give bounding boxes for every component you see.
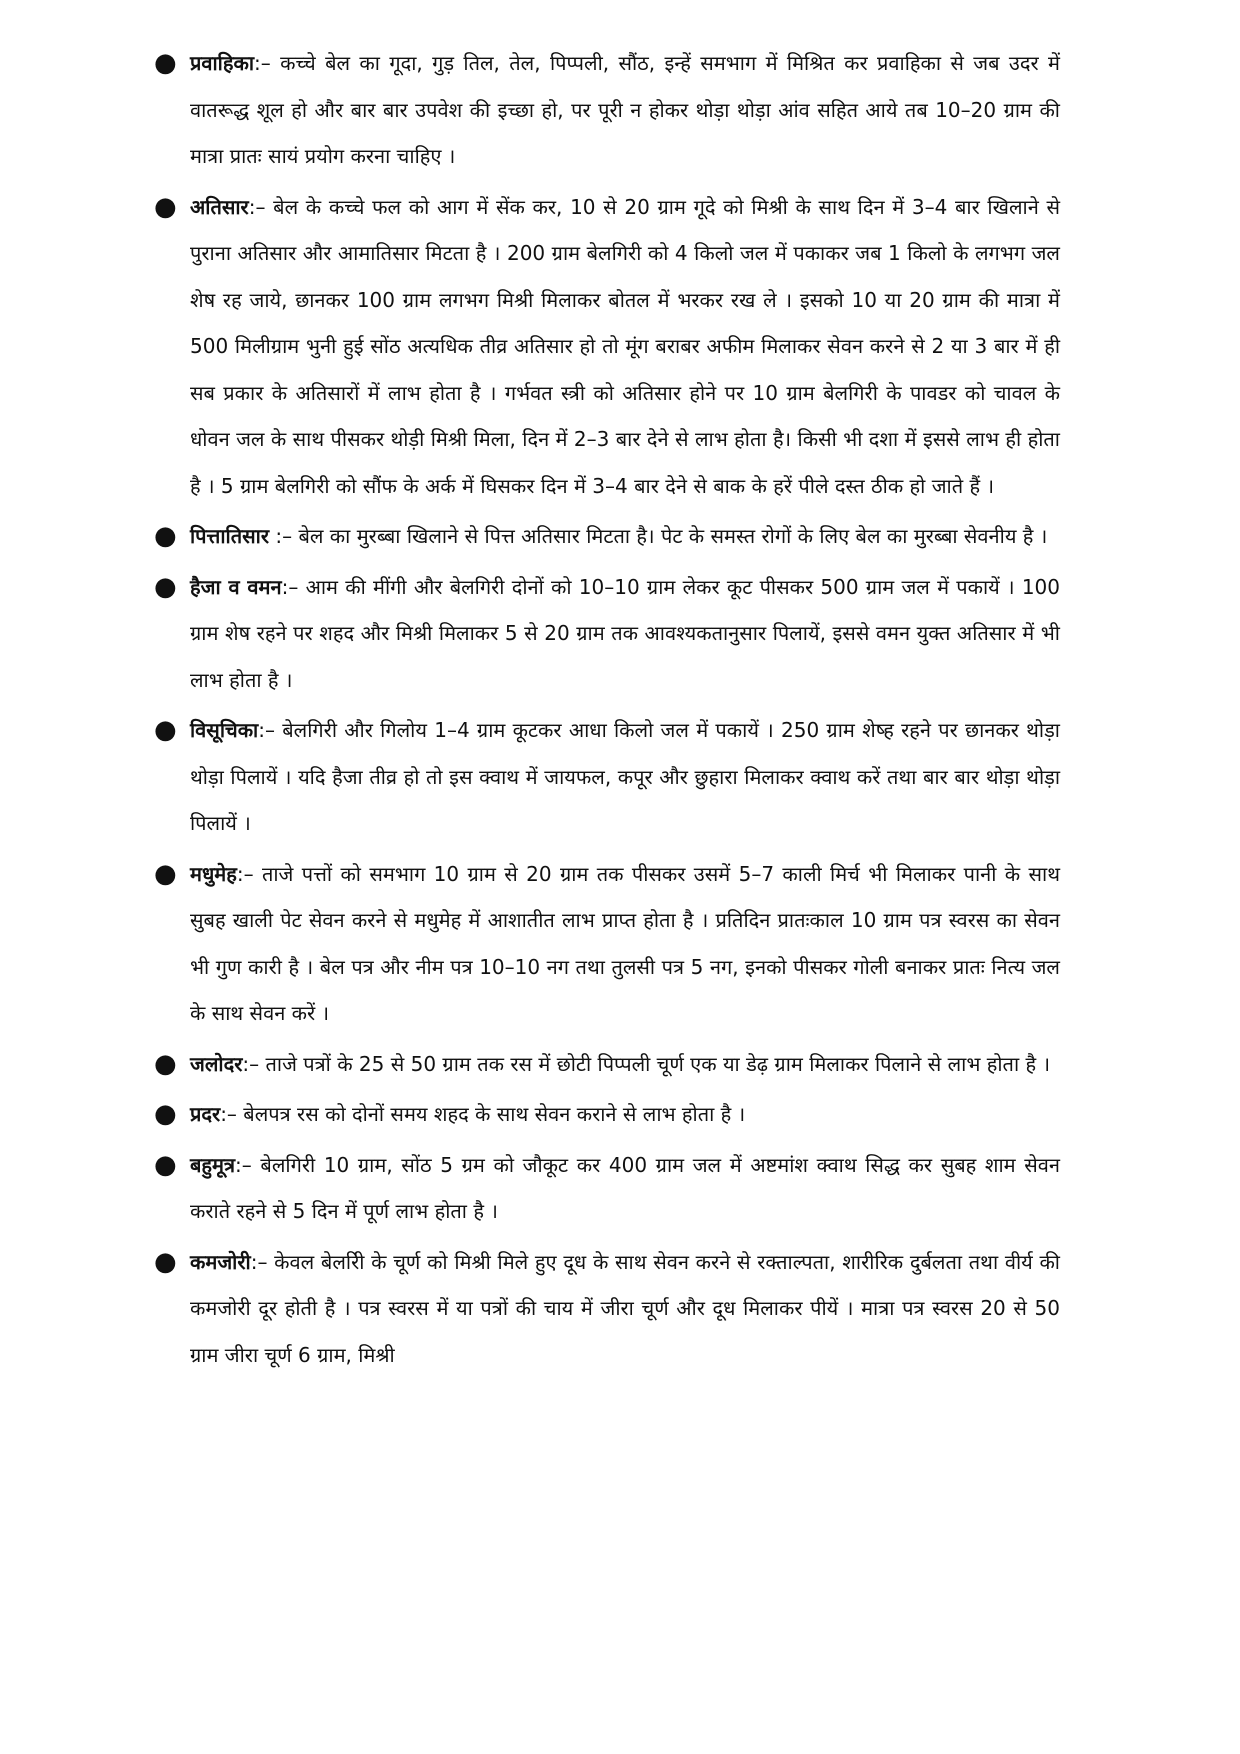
item-separator: :– xyxy=(281,574,306,599)
item-separator: :– xyxy=(258,718,283,742)
list-item-atisar xyxy=(154,184,1060,510)
item-term: विसूचिका xyxy=(190,718,259,742)
item-text: बेल के कच्चे फल को आग में सेंक कर, 10 से 20 ग्राम गूदे को मिश्री के साथ दिन में 3–4 बार खिलाने से पुराना अतिसार और आमातिसार मिटता है । 200 ग्राम बेलगिरी को 4 किलो जल में पकाकर जब 1 किलो के लगभग जल शेष रह जाये, छानकर 100 ग्राम लगभग मिश्री मिलाकर बोतल में भरकर रख ले । इसको 10 या 20 ग्राम की मात्रा में 500 मिलीग्राम भुनी हुई सोंठ अत्यधिक तीव्र अतिसार हो तो मूंग बराबर अफीम मिलाकर सेवन करने से 2 या 3 बार में ही सब प्रकार के अतिसारों में लाभ होता है । गर्भवत स्त्री को अतिसार होने पर 10 ग्राम बेलगिरी के पावडर को चावल के धोवन जल के साथ पीसकर थोड़ी मिश्री मिला, दिन में 2–3 बार देने से लाभ होता है। किसी भी दशा में इससे लाभ ही होता है । 5 ग्राम बेलगिरी को सौंफ के अर्क में घिसकर दिन में 3–4 बार देने से बाक के हरें पीले दस्त ठीक हो जाते हैं । xyxy=(190,194,1060,498)
bullet-icon: ● xyxy=(154,1149,177,1180)
bullet-icon: ● xyxy=(154,858,177,889)
item-text: बेल का मुरब्बा खिलाने से पित्त अतिसार मिटता है। पेट के समस्त रोगों के लिए बेल का मुरब्बा सेवनीय है । xyxy=(298,524,1048,548)
bullet-icon: ● xyxy=(154,1099,177,1129)
item-term: कमजोरी xyxy=(190,1249,251,1274)
item-term: हैजा व वमन xyxy=(190,574,282,599)
bullet-icon: ● xyxy=(154,191,177,222)
item-text: ताजे पत्तों को समभाग 10 ग्राम से 20 ग्राम तक पीसकर उसमें 5–7 काली मिर्च भी मिलाकर पानी के साथ सुबह खाली पेट सेवन करने से मधुमेह में आशातीत लाभ प्राप्त होता है । प्रतिदिन प्रातःकाल 10 ग्राम पत्र स्वरस का सेवन भी गुण कारी है । बेल पत्र और नीम पत्र 10–10 नग तथा तुलसी पत्र 5 नग, इनको पीसकर गोली बनाकर प्रातः नित्य जल के साथ सेवन करें । xyxy=(190,861,1060,1025)
remedy-list xyxy=(154,40,1060,1378)
item-term: जलोदर xyxy=(190,1051,243,1076)
item-separator: :– xyxy=(242,1051,266,1076)
list-item-pittatisar xyxy=(154,513,1060,560)
bullet-icon: ● xyxy=(154,1048,177,1079)
item-term: प्रदर xyxy=(190,1102,221,1126)
list-item-madhumeh xyxy=(154,851,1060,1037)
item-term: बहुमूत्र xyxy=(190,1152,236,1177)
item-separator: :– xyxy=(236,861,262,886)
item-text: बेलगिरी और गिलोय 1–4 ग्राम कूटकर आधा किलो जल में पकायें । 250 ग्राम शेष्ह रहने पर छानकर थोड़ा थोड़ा पिलायें । यदि हैजा तीव्र हो तो इस क्वाथ में जायफल, कपूर और छुहारा मिलाकर क्वाथ करें तथा बार बार थोड़ा थोड़ा पिलायें । xyxy=(190,718,1060,835)
item-separator: :– xyxy=(254,51,281,75)
item-separator: :– xyxy=(250,1249,275,1274)
bullet-icon: ● xyxy=(154,48,177,78)
list-item-jalodar xyxy=(154,1041,1060,1088)
item-separator: :– xyxy=(220,1102,244,1126)
item-separator: :– xyxy=(235,1152,261,1177)
bullet-icon: ● xyxy=(154,1246,177,1277)
item-text: केवल बेलरिी के चूर्ण को मिश्री मिले हुए दूध के साथ सेवन करने से रक्ताल्पता, शारीरिक दुर्बलता तथा वीर्य की कमजोरी दूर होती है । पत्र स्वरस में या पत्रों की चाय में जीरा चूर्ण और दूध मिलाकर पीयें । मात्रा पत्र स्वरस 20 से 50 ग्राम जीरा चूर्ण 6 ग्राम, मिश्री xyxy=(190,1249,1060,1367)
item-text: कच्चे बेल का गूदा, गुड़ तिल, तेल, पिप्पली, सौंठ, इन्हें समभाग में मिश्रित कर प्रवाहिका से जब उदर में वातरूद्ध शूल हो और बार बार उपवेश की इच्छा हो, पर पूरी न होकर थोड़ा थोड़ा आंव सहित आये तब 10–20 ग्राम की मात्रा प्रातः सायं प्रयोग करना चाहिए । xyxy=(190,51,1060,168)
list-item-pravahika xyxy=(154,40,1060,180)
bullet-icon: ● xyxy=(154,715,177,745)
item-text: बेलगिरी 10 ग्राम, सोंठ 5 ग्रम को जौकूट कर 400 ग्राम जल में अष्टमांश क्वाथ सिद्ध कर सुबह शाम सेवन कराते रहने से 5 दिन में पूर्ण लाभ होता है । xyxy=(190,1152,1060,1223)
item-term: पित्तातिसार xyxy=(190,524,269,548)
list-item-pradar xyxy=(154,1091,1060,1138)
item-text: ताजे पत्रों के 25 से 50 ग्राम तक रस में छोटी पिप्पली चूर्ण एक या डेढ़ ग्राम मिलाकर पिलाने से लाभ होता है । xyxy=(265,1051,1051,1076)
item-text: बेलपत्र रस को दोनों समय शहद के साथ सेवन कराने से लाभ होता है । xyxy=(243,1102,746,1126)
item-term: अतिसार xyxy=(190,194,249,219)
item-separator: :– xyxy=(248,194,274,219)
item-separator: :– xyxy=(269,524,299,548)
bullet-icon: ● xyxy=(154,521,177,551)
list-item-haija-vaman xyxy=(154,564,1060,704)
list-item-visuchika xyxy=(154,707,1060,847)
list-item-bahumutra xyxy=(154,1142,1060,1235)
bullet-icon: ● xyxy=(154,571,177,602)
item-term: मधुमेह xyxy=(190,861,237,886)
item-text: आम की मींगी और बेलगिरी दोनों को 10–10 ग्राम लेकर कूट पीसकर 500 ग्राम जल में पकायें । 100 ग्राम शेष रहने पर शहद और मिश्री मिलाकर 5 से 20 ग्राम तक आवश्यकतानुसार पिलायें, इससे वमन युक्त अतिसार में भी लाभ होता है । xyxy=(190,574,1060,692)
item-term: प्रवाहिका xyxy=(190,51,255,75)
list-item-kamjori xyxy=(154,1239,1060,1379)
